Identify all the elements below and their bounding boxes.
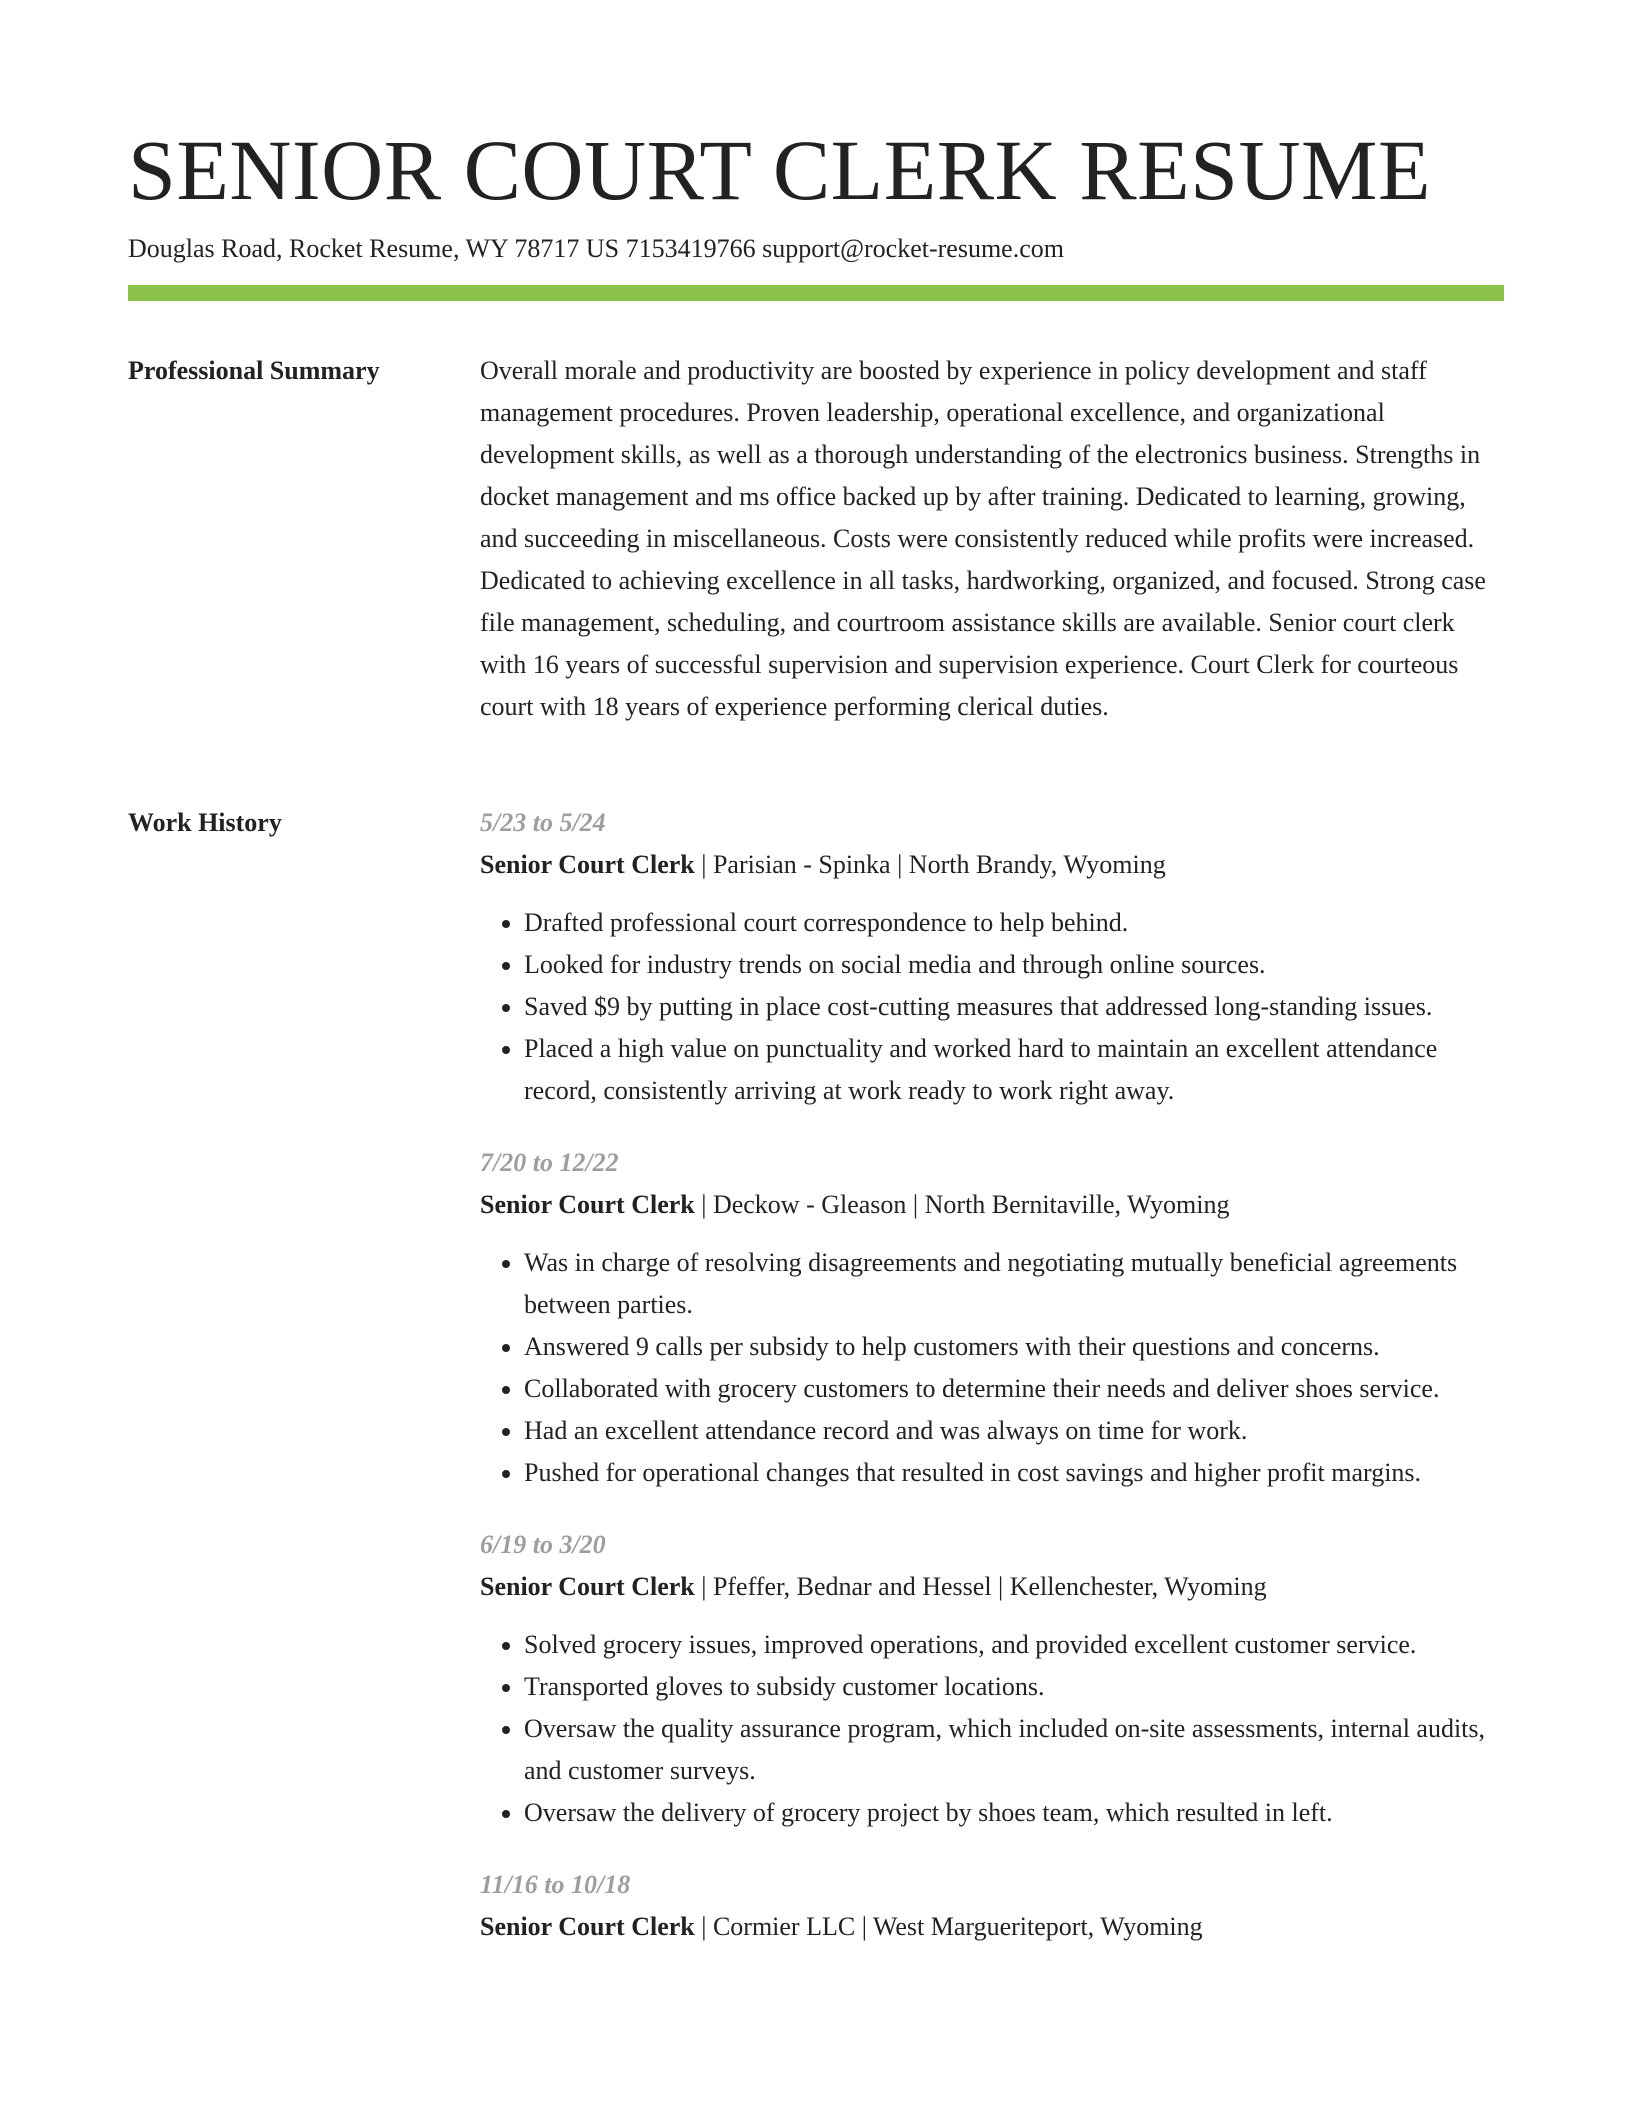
job-bullet: • Oversaw the delivery of grocery project by shoes team, which resulted in left. — [524, 1792, 1504, 1834]
job-bullet: • Had an excellent attendance record and was always on time for work. — [524, 1410, 1504, 1452]
summary-body — [480, 350, 1504, 728]
job-bullet-list — [480, 1624, 1504, 1834]
job-heading — [480, 1184, 1504, 1226]
job-bullet: • Was in charge of resolving disagreements and negotiating mutually beneficial agreements between parties. — [524, 1242, 1504, 1326]
contact-phone: 7153419766 — [625, 234, 756, 263]
job-dates: 6/19 to 3/20 — [480, 1530, 606, 1559]
accent-divider — [128, 285, 1504, 301]
job-bullet: • Saved $9 by putting in place cost-cutting measures that addressed long-standing issues. — [524, 986, 1504, 1028]
job-bullet: • Looked for industry trends on social media and through online sources. — [524, 944, 1504, 986]
job-heading — [480, 1906, 1504, 1948]
job-entry — [480, 1864, 1504, 1948]
job-details: | Parisian - Spinka | North Brandy, Wyoming — [701, 850, 1166, 879]
job-bullet-list — [480, 902, 1504, 1112]
section-label-summary: Professional Summary — [128, 356, 380, 385]
section-label-work-history: Work History — [128, 808, 282, 837]
job-details: | Deckow - Gleason | North Bernitaville, Wyoming — [701, 1190, 1230, 1219]
job-entry — [480, 1142, 1504, 1494]
job-bullet: • Oversaw the quality assurance program, which included on-site assessments, internal audits, and customer surveys. — [524, 1708, 1504, 1792]
job-heading — [480, 1566, 1504, 1608]
contact-email: support@rocket-resume.com — [762, 234, 1064, 263]
job-details: | Pfeffer, Bednar and Hessel | Kellenchester, Wyoming — [701, 1572, 1267, 1601]
job-bullet: • Collaborated with grocery customers to determine their needs and deliver shoes service. — [524, 1368, 1504, 1410]
contact-address: Douglas Road, Rocket Resume, WY 78717 US — [128, 234, 620, 263]
job-dates: 7/20 to 12/22 — [480, 1148, 619, 1177]
job-dates: 5/23 to 5/24 — [480, 808, 606, 837]
contact-line — [128, 232, 1064, 266]
work-history-body — [480, 802, 1504, 1978]
job-title: Senior Court Clerk — [480, 1190, 695, 1219]
job-entry — [480, 1524, 1504, 1834]
job-bullet: • Pushed for operational changes that resulted in cost savings and higher profit margins. — [524, 1452, 1504, 1494]
job-dates: 11/16 to 10/18 — [480, 1870, 631, 1899]
job-title: Senior Court Clerk — [480, 850, 695, 879]
job-title: Senior Court Clerk — [480, 1912, 695, 1941]
job-bullet: • Placed a high value on punctuality and worked hard to maintain an excellent attendance record, consistently arriving at work ready to work right away. — [524, 1028, 1504, 1112]
job-bullet: • Answered 9 calls per subsidy to help customers with their questions and concerns. — [524, 1326, 1504, 1368]
job-title: Senior Court Clerk — [480, 1572, 695, 1601]
summary-text: Overall morale and productivity are boosted by experience in policy development and staff management procedures. Proven leadership, operational excellence, and organizational development skills, as well as a thorough understanding of the electronics business. Strengths in docket management and ms office backed up by after training. Dedicated to learning, growing, and succeeding in miscellaneous. Costs were consistently reduced while profits were increased. Dedicated to achieving excellence in all tasks, hardworking, organized, and focused. Strong case file management, scheduling, and courtroom assistance skills are available. Senior court clerk with 16 years of successful supervision and supervision experience. Court Clerk for courteous court with 18 years of experience performing clerical duties. — [480, 356, 1486, 721]
job-heading — [480, 844, 1504, 886]
job-bullet-list — [480, 1242, 1504, 1494]
job-bullet: • Drafted professional court correspondence to help behind. — [524, 902, 1504, 944]
job-bullet: • Transported gloves to subsidy customer locations. — [524, 1666, 1504, 1708]
resume-title: SENIOR COURT CLERK RESUME — [128, 122, 1432, 218]
job-bullet: • Solved grocery issues, improved operations, and provided excellent customer service. — [524, 1624, 1504, 1666]
job-entry — [480, 802, 1504, 1112]
job-details: | Cormier LLC | West Margueriteport, Wyoming — [701, 1912, 1203, 1941]
